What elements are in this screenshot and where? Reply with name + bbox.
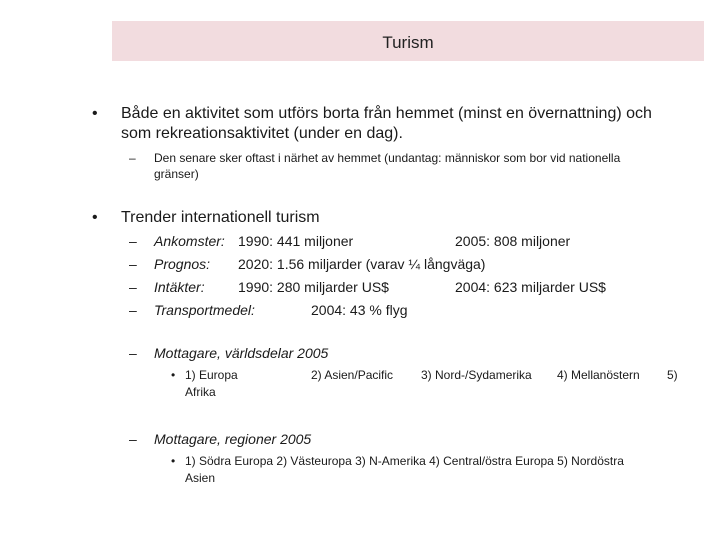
- bullet1-sub-line2: gränser): [154, 167, 199, 181]
- row-value-a: 2004: 43 % flyg: [311, 302, 408, 318]
- row-label: Prognos:: [154, 256, 211, 272]
- row-marker: –: [129, 302, 137, 318]
- row-label: Transportmedel:: [154, 302, 255, 318]
- region-item: 3) Nord-/Sydamerika: [421, 368, 532, 382]
- row-value-a: 2020: 1.56 miljarder (varav ¼ långväga): [238, 256, 486, 272]
- region-item-wrap: Afrika: [185, 385, 216, 399]
- bullet1-line2: som rekreationsaktivitet (under en dag).: [121, 125, 403, 142]
- region-item: 5): [667, 368, 678, 382]
- row-marker: –: [129, 431, 137, 447]
- sub-bullet-marker: •: [171, 454, 176, 468]
- bullet1-sub-line1: Den senare sker oftast i närhet av hemmet (undantag: människor som bor vid nationella: [154, 151, 621, 165]
- row-marker: –: [129, 233, 137, 249]
- bullet1-line1: Både en aktivitet som utförs borta från hemmet (minst en övernattning) och: [121, 105, 652, 122]
- row-marker: –: [129, 345, 137, 361]
- region-item: 1) Europa: [185, 368, 238, 382]
- mottagare-region-label: Mottagare, regioner 2005: [154, 431, 312, 447]
- sub-marker: –: [129, 151, 136, 165]
- region-item: 2) Asien/Pacific: [311, 368, 394, 382]
- row-value-b: 2005: 808 miljoner: [455, 233, 571, 249]
- page-title: Turism: [382, 33, 434, 52]
- title-bar: [112, 21, 704, 61]
- sub-bullet-marker: •: [171, 368, 176, 382]
- row-value-a: 1990: 441 miljoner: [238, 233, 354, 249]
- bullet2-text: Trender internationell turism: [121, 209, 320, 226]
- region-list-line1: 1) Södra Europa 2) Västeuropa 3) N-Amerika 4) Central/östra Europa 5) Nordöstra: [185, 454, 624, 468]
- row-marker: –: [129, 279, 137, 295]
- region-item: 4) Mellanöstern: [557, 368, 640, 382]
- row-value-a: 1990: 280 miljarder US$: [238, 279, 389, 295]
- mottagare-varld-label: Mottagare, världsdelar 2005: [154, 345, 329, 361]
- bullet-marker: •: [92, 209, 98, 226]
- row-value-b: 2004: 623 miljarder US$: [455, 279, 606, 295]
- region-list-line2: Asien: [185, 471, 216, 485]
- row-marker: –: [129, 256, 137, 272]
- bullet-marker: •: [92, 105, 98, 122]
- row-label: Intäkter:: [154, 279, 205, 295]
- row-label: Ankomster:: [154, 233, 225, 249]
